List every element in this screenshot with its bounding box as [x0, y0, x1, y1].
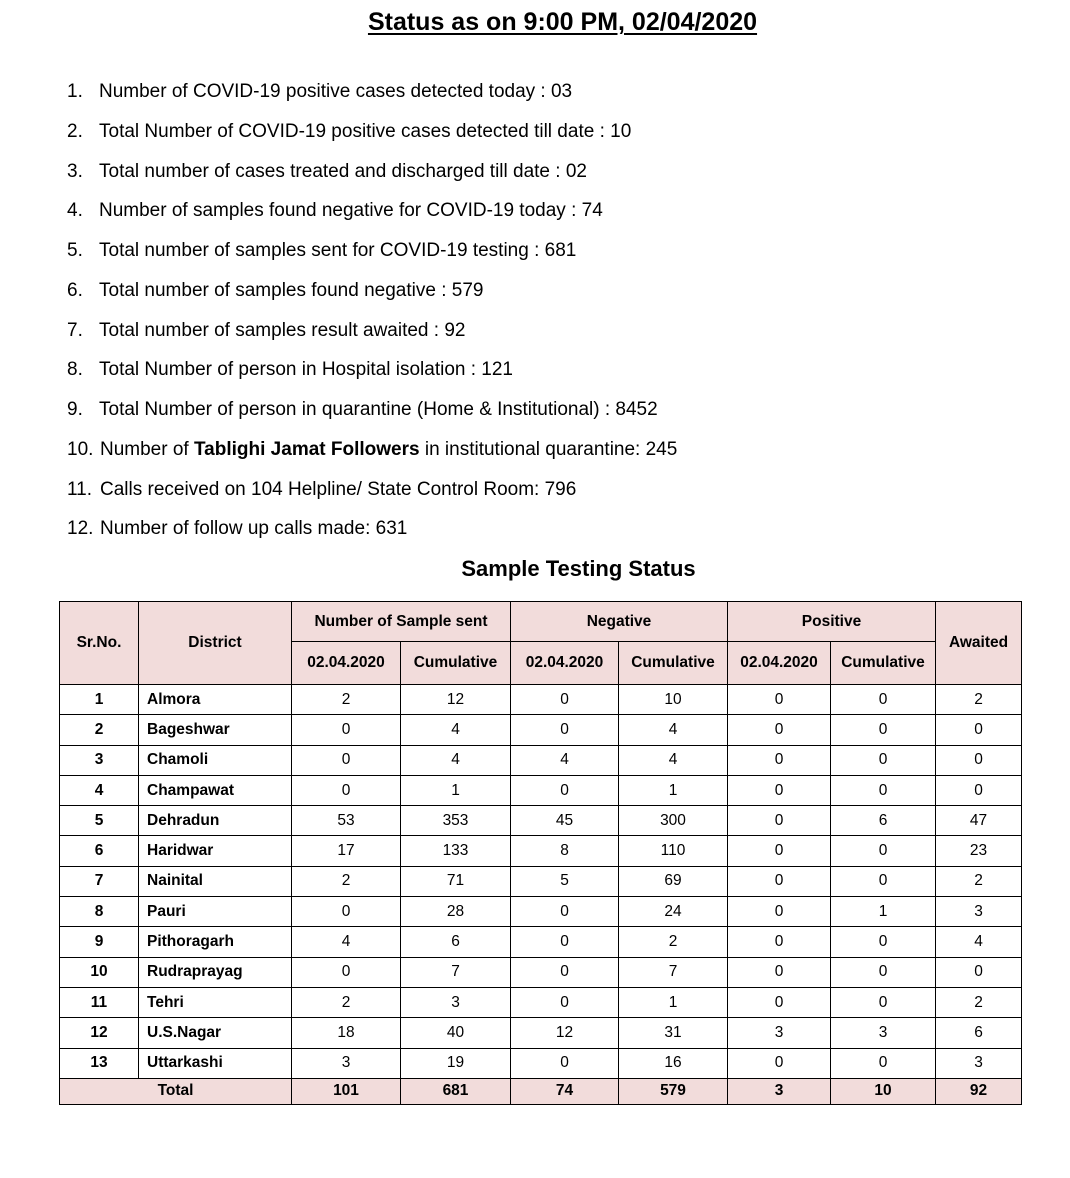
cell-district: Dehradun — [139, 806, 292, 836]
cell-negative-day: 4 — [511, 745, 619, 775]
cell-sent-day: 0 — [292, 897, 401, 927]
status-item — [67, 77, 677, 117]
status-item-number: 5. — [67, 240, 83, 261]
cell-positive-cumulative: 0 — [831, 1048, 936, 1078]
cell-sent-cumulative: 1 — [401, 775, 511, 805]
cell-srno: 5 — [60, 806, 139, 836]
table-title: Sample Testing Status — [461, 556, 696, 581]
cell-sent-cumulative: 353 — [401, 806, 511, 836]
status-item-number: 12. — [67, 518, 94, 540]
header-awaited: Awaited — [936, 602, 1022, 685]
total-positive-day: 3 — [728, 1078, 831, 1104]
table-row — [60, 1018, 1022, 1048]
cell-awaited: 2 — [936, 685, 1022, 715]
cell-district: Almora — [139, 685, 292, 715]
cell-positive-cumulative: 0 — [831, 927, 936, 957]
cell-sent-day: 0 — [292, 775, 401, 805]
cell-positive-day: 0 — [728, 775, 831, 805]
cell-srno: 12 — [60, 1018, 139, 1048]
cell-negative-day: 0 — [511, 927, 619, 957]
cell-sent-day: 18 — [292, 1018, 401, 1048]
status-item-text: Total number of samples found negative : 579 — [99, 279, 484, 301]
cell-district: Pithoragarh — [139, 927, 292, 957]
cell-positive-day: 0 — [728, 927, 831, 957]
cell-srno: 10 — [60, 957, 139, 987]
status-item-text: Total Number of person in quarantine (Home & Institutional) : 8452 — [99, 399, 658, 420]
cell-positive-day: 0 — [728, 745, 831, 775]
status-item-number: 9. — [67, 399, 83, 420]
table-row — [60, 685, 1022, 715]
status-item-text: Total number of cases treated and discharged till date : 02 — [99, 160, 587, 182]
cell-negative-cumulative: 2 — [619, 927, 728, 957]
cell-srno: 3 — [60, 745, 139, 775]
header-positive: Positive — [728, 602, 936, 642]
table-row — [60, 897, 1022, 927]
status-item — [67, 395, 677, 435]
cell-positive-day: 0 — [728, 806, 831, 836]
cell-positive-day: 0 — [728, 685, 831, 715]
cell-negative-cumulative: 1 — [619, 775, 728, 805]
cell-positive-cumulative: 0 — [831, 715, 936, 745]
table-body — [60, 685, 1022, 1079]
cell-sent-cumulative: 71 — [401, 866, 511, 896]
header-negative: Negative — [511, 602, 728, 642]
cell-positive-cumulative: 0 — [831, 836, 936, 866]
cell-positive-day: 0 — [728, 987, 831, 1017]
page-title: Status as on 9:00 PM, 02/04/2020 — [367, 8, 758, 36]
header-samples-sent: Number of Sample sent — [292, 602, 511, 642]
status-item — [67, 355, 677, 395]
cell-sent-day: 0 — [292, 957, 401, 987]
cell-negative-day: 0 — [511, 957, 619, 987]
cell-positive-cumulative: 1 — [831, 897, 936, 927]
cell-positive-day: 0 — [728, 957, 831, 987]
status-item-text: Total number of samples sent for COVID-19 testing : 681 — [99, 240, 577, 261]
table-row — [60, 745, 1022, 775]
cell-negative-day: 0 — [511, 715, 619, 745]
cell-positive-cumulative: 3 — [831, 1018, 936, 1048]
cell-district: Pauri — [139, 897, 292, 927]
status-item-number: 11. — [67, 478, 93, 500]
cell-positive-cumulative: 0 — [831, 866, 936, 896]
cell-awaited: 4 — [936, 927, 1022, 957]
header-positive-date: 02.04.2020 — [728, 642, 831, 685]
cell-positive-cumulative: 0 — [831, 987, 936, 1017]
status-item-number: 7. — [67, 319, 83, 341]
cell-sent-day: 3 — [292, 1048, 401, 1078]
status-item-number: 4. — [67, 200, 83, 222]
cell-srno: 13 — [60, 1048, 139, 1078]
header-srno: Sr.No. — [60, 602, 139, 685]
status-item-number: 1. — [67, 81, 83, 102]
cell-negative-cumulative: 7 — [619, 957, 728, 987]
cell-negative-cumulative: 4 — [619, 745, 728, 775]
cell-sent-day: 0 — [292, 745, 401, 775]
total-negative-day: 74 — [511, 1078, 619, 1104]
cell-positive-cumulative: 0 — [831, 685, 936, 715]
cell-awaited: 23 — [936, 836, 1022, 866]
cell-awaited: 2 — [936, 866, 1022, 896]
cell-sent-cumulative: 133 — [401, 836, 511, 866]
total-positive-cumulative: 10 — [831, 1078, 936, 1104]
cell-srno: 1 — [60, 685, 139, 715]
status-item — [67, 514, 677, 554]
total-row — [60, 1078, 1022, 1104]
status-item-text: Number of — [100, 438, 194, 460]
cell-negative-day: 0 — [511, 1048, 619, 1078]
cell-awaited: 0 — [936, 775, 1022, 805]
cell-sent-cumulative: 40 — [401, 1018, 511, 1048]
status-item-text: Calls received on 104 Helpline/ State Control Room: 796 — [100, 478, 577, 500]
total-awaited: 92 — [936, 1078, 1022, 1104]
cell-negative-day: 0 — [511, 685, 619, 715]
cell-sent-day: 2 — [292, 685, 401, 715]
cell-negative-cumulative: 110 — [619, 836, 728, 866]
cell-negative-cumulative: 4 — [619, 715, 728, 745]
status-item — [67, 316, 677, 356]
cell-positive-cumulative: 6 — [831, 806, 936, 836]
cell-awaited: 2 — [936, 987, 1022, 1017]
cell-negative-day: 8 — [511, 836, 619, 866]
sample-testing-table — [59, 601, 1022, 1105]
cell-positive-cumulative: 0 — [831, 957, 936, 987]
cell-negative-cumulative: 300 — [619, 806, 728, 836]
cell-sent-cumulative: 3 — [401, 987, 511, 1017]
total-label: Total — [60, 1078, 292, 1104]
cell-positive-day: 0 — [728, 897, 831, 927]
header-sent-date: 02.04.2020 — [292, 642, 401, 685]
cell-negative-cumulative: 69 — [619, 866, 728, 896]
cell-srno: 2 — [60, 715, 139, 745]
status-item — [67, 117, 677, 157]
cell-sent-cumulative: 19 — [401, 1048, 511, 1078]
cell-sent-day: 17 — [292, 836, 401, 866]
cell-negative-day: 5 — [511, 866, 619, 896]
cell-positive-day: 3 — [728, 1018, 831, 1048]
table-row — [60, 1048, 1022, 1078]
cell-negative-day: 0 — [511, 987, 619, 1017]
table-row — [60, 836, 1022, 866]
cell-sent-cumulative: 4 — [401, 715, 511, 745]
status-item-text: Number of COVID-19 positive cases detected today : 03 — [99, 81, 573, 102]
cell-srno: 4 — [60, 775, 139, 805]
cell-positive-cumulative: 0 — [831, 745, 936, 775]
status-item-text: Total Number of COVID-19 positive cases detected till date : 10 — [99, 120, 632, 142]
cell-srno: 9 — [60, 927, 139, 957]
cell-positive-day: 0 — [728, 1048, 831, 1078]
total-sent-cumulative: 681 — [401, 1078, 511, 1104]
cell-district: Champawat — [139, 775, 292, 805]
cell-awaited: 47 — [936, 806, 1022, 836]
table-row — [60, 957, 1022, 987]
status-item-number: 3. — [67, 160, 83, 182]
status-item — [67, 435, 677, 475]
status-item-text: Number of follow up calls made: 631 — [100, 518, 408, 540]
header-sent-cumulative: Cumulative — [401, 642, 511, 685]
cell-awaited: 0 — [936, 715, 1022, 745]
status-item — [67, 236, 677, 276]
cell-sent-day: 0 — [292, 715, 401, 745]
cell-srno: 6 — [60, 836, 139, 866]
cell-negative-cumulative: 10 — [619, 685, 728, 715]
cell-awaited: 6 — [936, 1018, 1022, 1048]
cell-sent-cumulative: 12 — [401, 685, 511, 715]
cell-sent-cumulative: 7 — [401, 957, 511, 987]
table-row — [60, 866, 1022, 896]
cell-district: U.S.Nagar — [139, 1018, 292, 1048]
table-row — [60, 987, 1022, 1017]
cell-sent-day: 4 — [292, 927, 401, 957]
cell-sent-cumulative: 4 — [401, 745, 511, 775]
cell-positive-day: 0 — [728, 715, 831, 745]
total-sent-day: 101 — [292, 1078, 401, 1104]
status-item — [67, 157, 677, 197]
cell-district: Nainital — [139, 866, 292, 896]
cell-district: Bageshwar — [139, 715, 292, 745]
cell-negative-cumulative: 31 — [619, 1018, 728, 1048]
cell-awaited: 3 — [936, 897, 1022, 927]
cell-sent-day: 53 — [292, 806, 401, 836]
table-row — [60, 775, 1022, 805]
cell-negative-day: 45 — [511, 806, 619, 836]
status-item-text-suffix: in institutional quarantine: 245 — [419, 438, 678, 460]
status-item-text: Total number of samples result awaited : 92 — [99, 319, 466, 341]
header-district: District — [139, 602, 292, 685]
total-negative-cumulative: 579 — [619, 1078, 728, 1104]
cell-awaited: 0 — [936, 745, 1022, 775]
cell-srno: 8 — [60, 897, 139, 927]
cell-sent-day: 2 — [292, 987, 401, 1017]
status-list — [67, 77, 677, 554]
status-item-number: 6. — [67, 279, 83, 301]
cell-negative-cumulative: 24 — [619, 897, 728, 927]
cell-district: Tehri — [139, 987, 292, 1017]
table-row — [60, 806, 1022, 836]
cell-awaited: 3 — [936, 1048, 1022, 1078]
cell-awaited: 0 — [936, 957, 1022, 987]
cell-positive-day: 0 — [728, 836, 831, 866]
cell-district: Uttarkashi — [139, 1048, 292, 1078]
cell-negative-day: 0 — [511, 775, 619, 805]
status-item-number: 10. — [67, 438, 94, 460]
status-item — [67, 276, 677, 316]
cell-sent-day: 2 — [292, 866, 401, 896]
status-item-text: Number of samples found negative for COVID-19 today : 74 — [99, 200, 603, 222]
header-negative-date: 02.04.2020 — [511, 642, 619, 685]
header-positive-cumulative: Cumulative — [831, 642, 936, 685]
cell-sent-cumulative: 28 — [401, 897, 511, 927]
status-item — [67, 475, 677, 515]
cell-district: Chamoli — [139, 745, 292, 775]
status-item-highlight: Tablighi Jamat Followers — [193, 438, 420, 460]
cell-negative-cumulative: 1 — [619, 987, 728, 1017]
status-item — [67, 196, 677, 236]
cell-srno: 7 — [60, 866, 139, 896]
header-negative-cumulative: Cumulative — [619, 642, 728, 685]
cell-sent-cumulative: 6 — [401, 927, 511, 957]
cell-negative-day: 0 — [511, 897, 619, 927]
cell-negative-cumulative: 16 — [619, 1048, 728, 1078]
cell-negative-day: 12 — [511, 1018, 619, 1048]
cell-district: Rudraprayag — [139, 957, 292, 987]
table-row — [60, 715, 1022, 745]
status-item-text: Total Number of person in Hospital isolation : 121 — [99, 359, 514, 381]
cell-positive-cumulative: 0 — [831, 775, 936, 805]
status-item-number: 8. — [67, 359, 83, 381]
cell-srno: 11 — [60, 987, 139, 1017]
cell-district: Haridwar — [139, 836, 292, 866]
cell-positive-day: 0 — [728, 866, 831, 896]
table-row — [60, 927, 1022, 957]
status-item-number: 2. — [67, 120, 83, 142]
